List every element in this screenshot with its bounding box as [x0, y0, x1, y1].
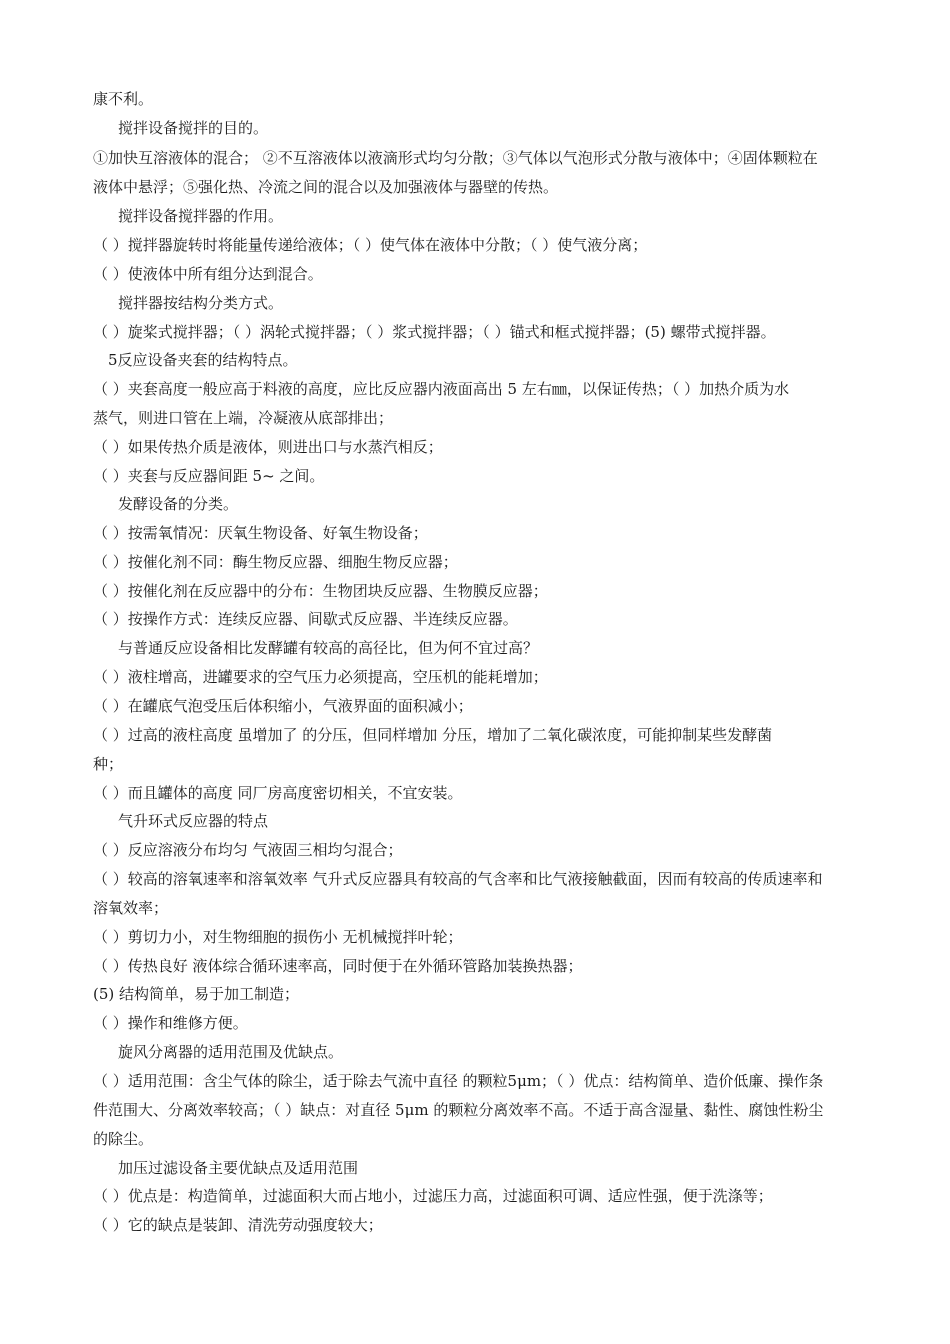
text-line: （ ）搅拌器旋转时将能量传递给液体；（ ）使气体在液体中分散；（ ）使气液分离； — [93, 236, 648, 254]
text-line: （ ）按需氧情况：厌氧生物设备、好氧生物设备； — [93, 524, 428, 542]
section-heading: 加压过滤设备主要优缺点及适用范围 — [118, 1159, 359, 1177]
text-line: （ ）而且罐体的高度 同厂房高度密切相关，不宜安装。 — [93, 784, 463, 802]
text-line: 件范围大、分离效率较高；（ ）缺点：对直径 5μm 的颗粒分离效率不高。不适于高含湿量、黏性、腐蚀性粉尘 — [93, 1101, 824, 1119]
text-line: （ ）剪切力小，对生物细胞的损伤小 无机械搅拌叶轮； — [93, 928, 463, 946]
text-line: （ ）液柱增高，进罐要求的空气压力必须提高，空压机的能耗增加； — [93, 668, 548, 686]
text-line: （ ）夹套高度一般应高于料液的高度，应比反应器内液面高出 5 左右㎜，以保证传热；（ ）加热介质为水 — [93, 380, 790, 398]
text-line: 蒸气，则进口管在上端，冷凝液从底部排出； — [93, 409, 394, 427]
text-line: 种； — [93, 755, 124, 773]
text-line: （ ）反应溶液分布均匀 气液固三相均匀混合； — [93, 841, 403, 859]
text-line: 康不利。 — [93, 90, 154, 108]
text-line: （ ）适用范围：含尘气体的除尘，适于除去气流中直径 的颗粒5μm；（ ）优点：结构简单、造价低廉、操作条 — [93, 1072, 824, 1090]
text-line: （ ）过高的液柱高度 虽增加了 的分压，但同样增加 分压，增加了二氧化碳浓度，可能抑制某些发酵菌 — [93, 726, 773, 744]
text-line: （ ）按催化剂在反应器中的分布：生物团块反应器、生物膜反应器； — [93, 582, 548, 600]
section-heading: 气升环式反应器的特点 — [118, 812, 269, 830]
text-line: 的除尘。 — [93, 1130, 154, 1148]
text-line: ①加快互溶液体的混合； ②不互溶液体以液滴形式均匀分散；③气体以气泡形式分散与液体中；④固体颗粒在 — [93, 149, 818, 167]
text-line: (5) 结构简单，易于加工制造； — [93, 985, 300, 1003]
section-heading: 搅拌设备搅拌的目的。 — [118, 119, 269, 137]
text-line: （ ）按催化剂不同：酶生物反应器、细胞生物反应器； — [93, 553, 458, 571]
text-line: 溶氧效率； — [93, 899, 169, 917]
text-line: （ ）传热良好 液体综合循环速率高，同时便于在外循环管路加装换热器； — [93, 957, 583, 975]
text-line: （ ）旋桨式搅拌器；（ ）涡轮式搅拌器；（ ）浆式搅拌器；（ ）锚式和框式搅拌器；(5) 螺带式搅拌器。 — [93, 323, 776, 341]
section-heading: 5反应设备夹套的结构特点。 — [108, 351, 298, 369]
section-heading: 搅拌设备搅拌器的作用。 — [118, 207, 284, 225]
text-line: （ ）较高的溶氧速率和溶氧效率 气升式反应器具有较高的气含率和比气液接触截面，因而有较高的传质速率和 — [93, 870, 823, 888]
section-heading: 发酵设备的分类。 — [118, 495, 239, 513]
text-line: （ ）如果传热介质是液体，则进出口与水蒸汽相反； — [93, 438, 443, 456]
section-heading: 搅拌器按结构分类方式。 — [118, 294, 284, 312]
text-line: （ ）按操作方式：连续反应器、间歇式反应器、半连续反应器。 — [93, 610, 518, 628]
text-line: 液体中悬浮；⑤强化热、冷流之间的混合以及加强液体与器壁的传热。 — [93, 178, 559, 196]
text-line: （ ）它的缺点是装卸、清洗劳动强度较大； — [93, 1216, 383, 1234]
section-heading: 旋风分离器的适用范围及优缺点。 — [118, 1043, 344, 1061]
text-line: （ ）使液体中所有组分达到混合。 — [93, 265, 323, 283]
section-heading: 与普通反应设备相比发酵罐有较高的高径比，但为何不宜过高？ — [118, 639, 539, 657]
text-line: （ ）优点是：构造简单，过滤面积大而占地小，过滤压力高，过滤面积可调、适应性强，便于洗涤等； — [93, 1187, 773, 1205]
text-line: （ ）夹套与反应器间距 5~ 之间。 — [93, 467, 325, 485]
text-line: （ ）操作和维修方便。 — [93, 1014, 248, 1032]
text-line: （ ）在罐底气泡受压后体积缩小，气液界面的面积减小； — [93, 697, 473, 715]
